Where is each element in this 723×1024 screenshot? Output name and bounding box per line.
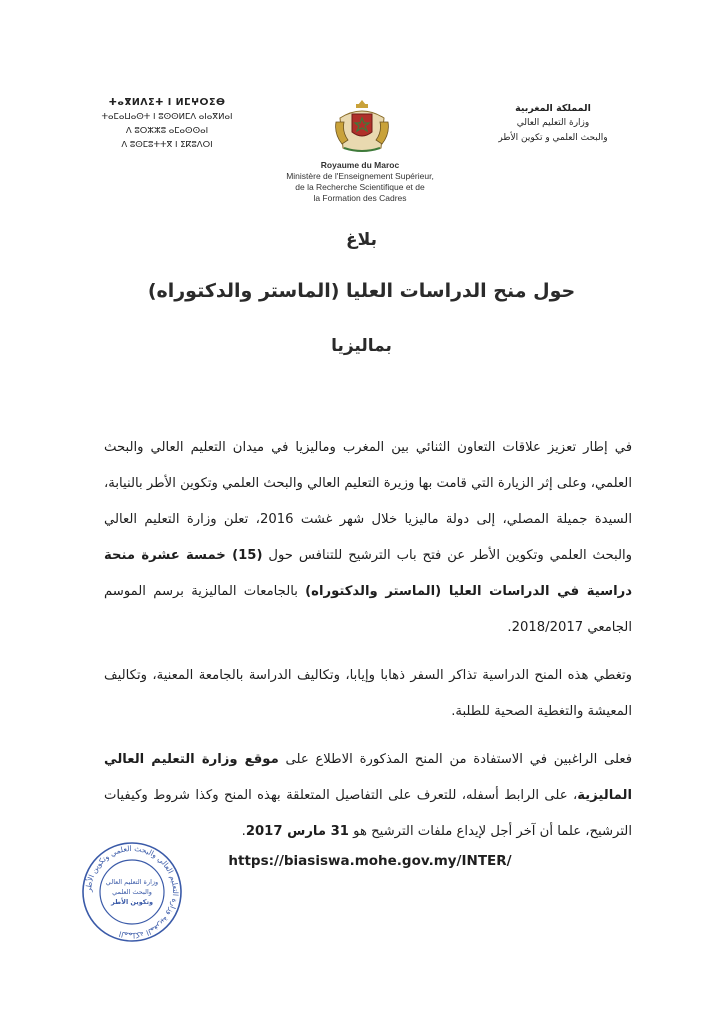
royal-coat-of-arms-icon: [330, 96, 394, 154]
header-french: [255, 160, 465, 204]
arabic-line-1: المملكة المغربية: [515, 103, 591, 114]
arabic-line-3: والبحث العلمي و تكوين الأطر: [498, 133, 608, 143]
tifinagh-line-2: ⵜⴰⵎⴰⵡⴰⵙⵜ ⵏ ⵓⵙⵙⵍⵎⴷ ⴰⵏⴰⴳⵍⴰⵏ: [101, 112, 233, 122]
tifinagh-line-4: ⴷ ⵓⵙⵎⵓⵜⵜⴳ ⵏ ⵉⴽⵓⴷⵔⵏ: [121, 140, 213, 150]
french-line-1: Royaume du Maroc: [320, 160, 400, 170]
p3-text-a: فعلى الراغبين في الاستفادة من المنح المذكورة الاطلاع على: [278, 752, 632, 767]
communique-heading: بلاغ: [346, 230, 377, 250]
header-arabic: [468, 101, 638, 146]
stamp-inner-line-2: والبحث العلمي: [112, 888, 152, 896]
p3-text-e: .: [241, 824, 246, 839]
tifinagh-line-3: ⴷ ⵓⵔⵣⵣⵓ ⴰⵎⴰⵙⵙⴰⵏ: [125, 126, 209, 136]
stamp-inner-line-3: وتكوين الأطر: [110, 898, 154, 906]
body-paragraph-2: وتغطي هذه المنح الدراسية تذاكر السفر ذهابا وإيابا، وتكاليف الدراسة بالجامعة المعنية، وتكاليف المعيشة والتغطية الصحية للطلبة.: [104, 668, 632, 719]
body-paragraph-1: [104, 430, 632, 646]
communique-body: [104, 430, 632, 862]
stamp-inner-line-1: وزارة التعليم العالي: [105, 878, 159, 886]
p3-bold-ministry: موقع وزارة التعليم العالي الماليزية: [104, 752, 632, 803]
communique-country: بماليزيا: [331, 336, 392, 356]
body-paragraph-3: [104, 742, 632, 850]
french-line-3: de la Recherche Scientifique et de: [295, 182, 425, 192]
header-tifinagh: [92, 96, 242, 152]
p3-bold-deadline: 31 مارس 2017: [245, 824, 349, 839]
p3-text-c: ، على الرابط أسفله، للتعرف على التفاصيل المتعلقة بهذه المنح وكذا شروط وكيفيات الترشيح، علما أن آخر أجل لإيداع ملفات الترشيح هو: [104, 788, 632, 839]
tifinagh-line-1: ⵜⴰⴳⵍⴷⵉⵜ ⵏ ⵍⵎⵖⵔⵉⴱ: [108, 97, 226, 108]
p1-text-a: في إطار تعزيز علاقات التعاون الثنائي بين المغرب وماليزيا في ميدان التعليم العالي والبحث العلمي، وعلى إثر الزيارة التي قامت بها وزيرة التعليم العالي والبحث العلمي وتكوين الأطر بالنيابة، السيدة جميلة المصلي، إلى دولة ماليزيا خلال شهر غشت 2016، تعلن وزارة التعليم العالي والبحث العلمي وتكوين الأطر عن فتح باب الترشيح للتنافس حول: [104, 440, 633, 563]
p1-bold-scholarships: (15) خمسة عشرة منحة دراسية في الدراسات العليا (الماستر والدكتوراه): [104, 548, 632, 599]
stamp-outer-text: المملكة المغربية وزارة التعليم العالي والبحث العلمي وتكوين الأطر: [83, 843, 181, 941]
french-line-2: Ministère de l'Enseignement Supérieur,: [286, 171, 434, 181]
p1-text-c: بالجامعات الماليزية برسم الموسم الجامعي 2018/2017.: [104, 584, 632, 635]
arabic-line-2: وزارة التعليم العالي: [516, 118, 590, 128]
official-stamp-icon: [80, 840, 184, 944]
french-line-4: la Formation des Cadres: [313, 193, 407, 203]
application-link[interactable]: https://biasiswa.mohe.gov.my/INTER/: [228, 853, 512, 869]
communique-subject: حول منح الدراسات العليا (الماستر والدكتوراه): [147, 280, 576, 302]
